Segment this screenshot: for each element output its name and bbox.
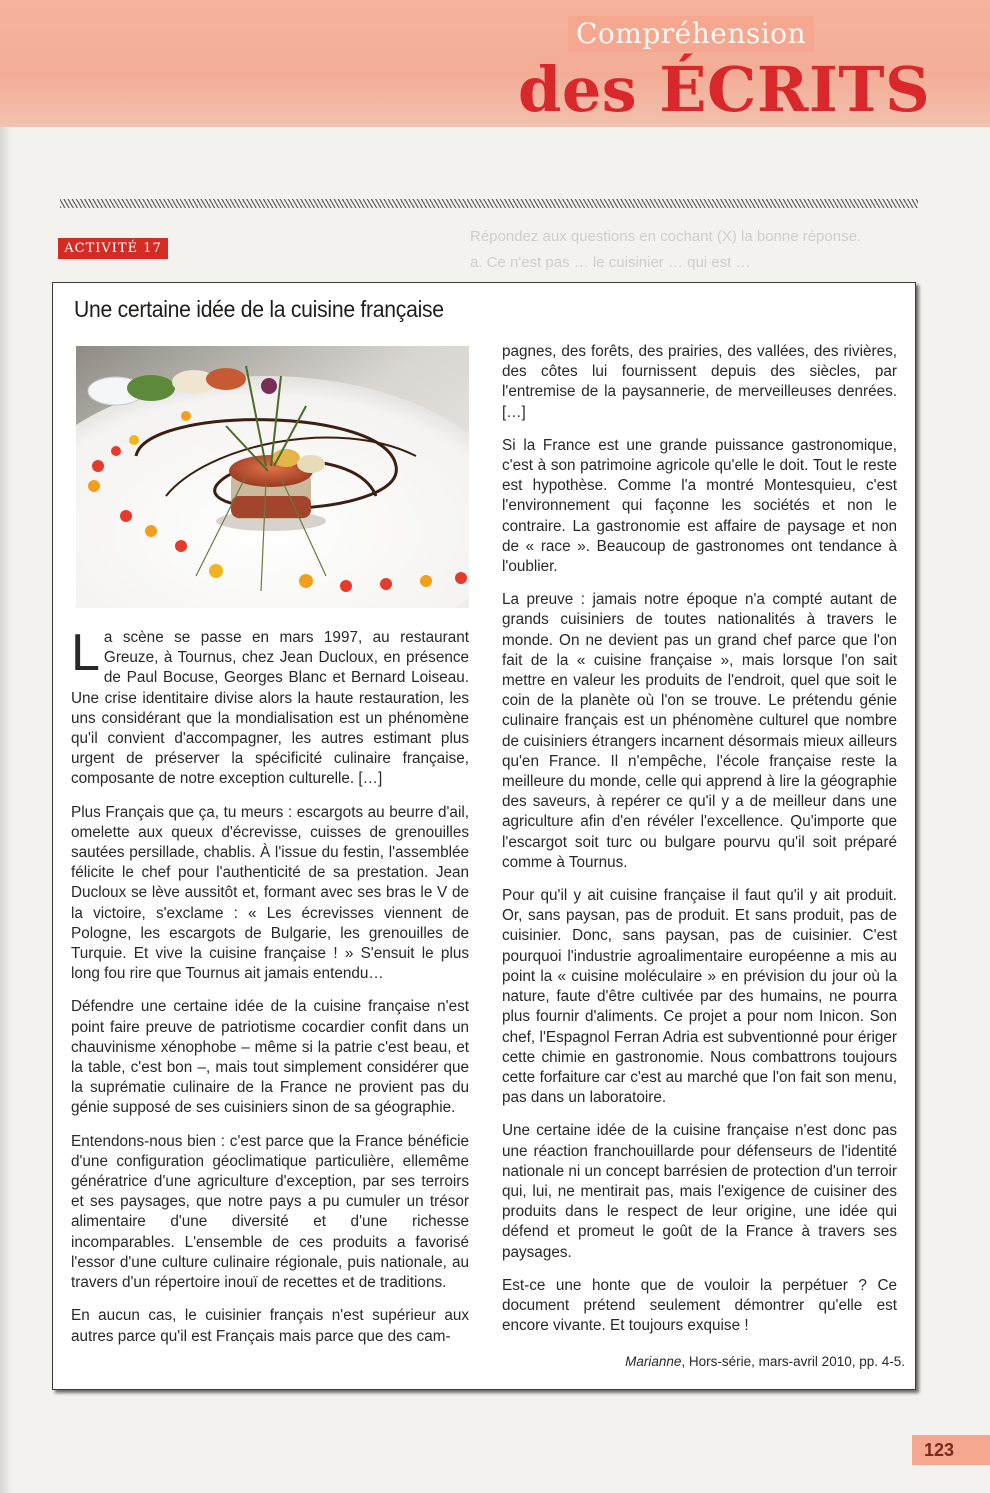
article-paragraph: Défendre une certaine idée de la cuisine française n'est point faire preuve de patriotisme cocardier confit dans un chauvinisme xénophobe – même si la patrie c'est beau, et la table, c'est bon –, mais tout simplement considérer que la suprématie culinaire de la France ne provient pas du génie supposé de ses cuisiniers sinon de sa géographie.	[71, 998, 469, 1117]
article-paragraph: Est-ce une honte que de vouloir la perpétuer ? Ce document prétend seulement démontrer qu'elle est encore vivante. Et toujours exquise !	[502, 1276, 897, 1335]
article-paragraph: En aucun cas, le cuisinier français n'est supérieur aux autres parce qu'il est Français mais parce que des cam-	[71, 1307, 469, 1345]
hatched-divider	[60, 199, 918, 208]
show-through-line: Répondez aux questions en cochant (X) la bonne réponse.	[470, 228, 862, 245]
article-paragraph: Pour qu'il y ait cuisine française il faut qu'il y ait produit. Or, sans paysan, pas de produit. Et sans produit, pas de cuisinier. Donc, sans paysan, pas de cuisinier. C'est pourquoi l'industrie agroalimentaire européenne a mis au point la « cuisine moléculaire » en prévision du jour où la nature, faute d'être cultivée par des humains, ne pourra plus fournir d'aliments. Ce projet a pour nom Inicon. Son chef, l'Espagnol Ferran Adria est subventionné pour ériger cette chimie en gastronomie. Nous combattrons toujours cette forfaiture car c'est au marché que l'on fait son menu, pas dans un laboratoire.	[502, 887, 897, 1107]
page-number: 123	[912, 1435, 990, 1465]
article-title: Une certaine idée de la cuisine française	[74, 296, 444, 322]
section-subtitle: Compréhension	[568, 16, 814, 52]
article-left-column	[71, 624, 469, 1360]
drop-cap: L	[71, 624, 100, 682]
article-paragraph	[71, 624, 469, 790]
article-paragraph: pagnes, des forêts, des prairies, des vallées, des rivières, des côtes lui fournissent depuis des siècles, par l'entremise de la paysannerie, de merveilleuses denrées. […]	[502, 343, 897, 421]
source-publication: Marianne	[625, 1354, 682, 1369]
page-fold-shadow	[0, 127, 12, 1493]
activity-label: ACTIVITÉ 17	[58, 238, 168, 259]
article-paragraph: Si la France est une grande puissance gastronomique, c'est à son patrimoine agricole qu'elle le doit. Tout le reste est hypothèse. Comme l'a montré Montesquieu, c'est l'environnement qui façonne les sociétés et non le contraire. La gastronomie est affaire de paysage et non de « race ». Beaucoup de gastronomes ont tendance à l'oublier.	[502, 436, 897, 576]
article-paragraph: La preuve : jamais notre époque n'a compté autant de grands cuisiniers de toutes nationalités à travers le monde. On ne devient pas un grand chef parce que l'on fait de la « cuisine française », mais lorsque l'on sait mettre en valeur les produits de l'endroit, quel que soit le coin de la planète où l'on se trouve. Le prétendu génie culinaire français est un phénomène culturel que nombre de cuisiniers étrangers incarnent désormais mieux ailleurs qu'en France. Il n'empêche, l'école française reste la meilleure du monde, celle qui apprend à lire la géographie des saveurs, à repérer ce qu'il y a de meilleur dans une agriculture afin d'en révéler l'excellence. Qu'importe que l'escargot soit turc ou bulgare pourvu qu'il soit préparé comme à Tournus.	[502, 591, 897, 871]
article-source	[625, 1354, 905, 1369]
article-right-column	[502, 342, 897, 1349]
source-details: , Hors-série, mars-avril 2010, pp. 4-5.	[681, 1354, 905, 1369]
article-paragraph: Une certaine idée de la cuisine française n'est donc pas une réaction franchouillarde pour défenseurs de l'identité nationale ni un concept barrésien de protection d'un terroir qui, lui, ne mentirait pas, mais l'exigence de cuisiner des produits dans le respect de leur origine, une idée qui défend et promeut le goût de la France à travers ses paysages.	[502, 1122, 897, 1261]
article-paragraph: Plus Français que ça, tu meurs : escargots au beurre d'ail, omelette aux queux d'écrevisse, cuisses de grenouilles sautées persillade, chablis. À l'issue du festin, l'assemblée félicite le chef pour l'authenticité de sa prestation. Jean Ducloux se lève aussitôt et, formant avec ses bras le V de la victoire, s'exclame : « Les écrevisses viennent de Pologne, les escargots de Bulgarie, les grenouilles de Turquie. Et vive la cuisine française ! » S'ensuit le plus long fou rire que Tournus ait jamais entendu…	[71, 803, 469, 983]
article-paragraph: Entendons-nous bien : c'est parce que la France bénéficie d'une configuration géoclimatique particulière, ellemême génératrice d'une agriculture d'exception, par ses terroirs et ses paysages, que notre pays a pu cumuler un trésor alimentaire d'une diversité et d'une richesse incomparables. L'ensemble de ces produits a favorisé l'essor d'une culture culinaire régionale, puis nationale, au travers d'un répertoire inouï de recettes et de traditions.	[71, 1132, 469, 1292]
show-through-line: a. Ce n'est pas … le cuisinier … qui est …	[470, 254, 751, 271]
dish-photo	[76, 346, 469, 608]
paragraph-text: a scène se passe en mars 1997, au restaurant Greuze, à Tournus, chez Jean Ducloux, en présence de Paul Bocuse, Georges Blanc et Bernard Loiseau. Une crise identitaire divise alors la haute restauration, les uns considérant que la mondialisation est un phénomène qu'il convient d'accompagner, les autres estimant plus urgent de préserver la spécificité culinaire française, composante de notre exception culturelle. […]	[71, 629, 469, 788]
section-title: des ÉCRITS	[518, 53, 931, 126]
